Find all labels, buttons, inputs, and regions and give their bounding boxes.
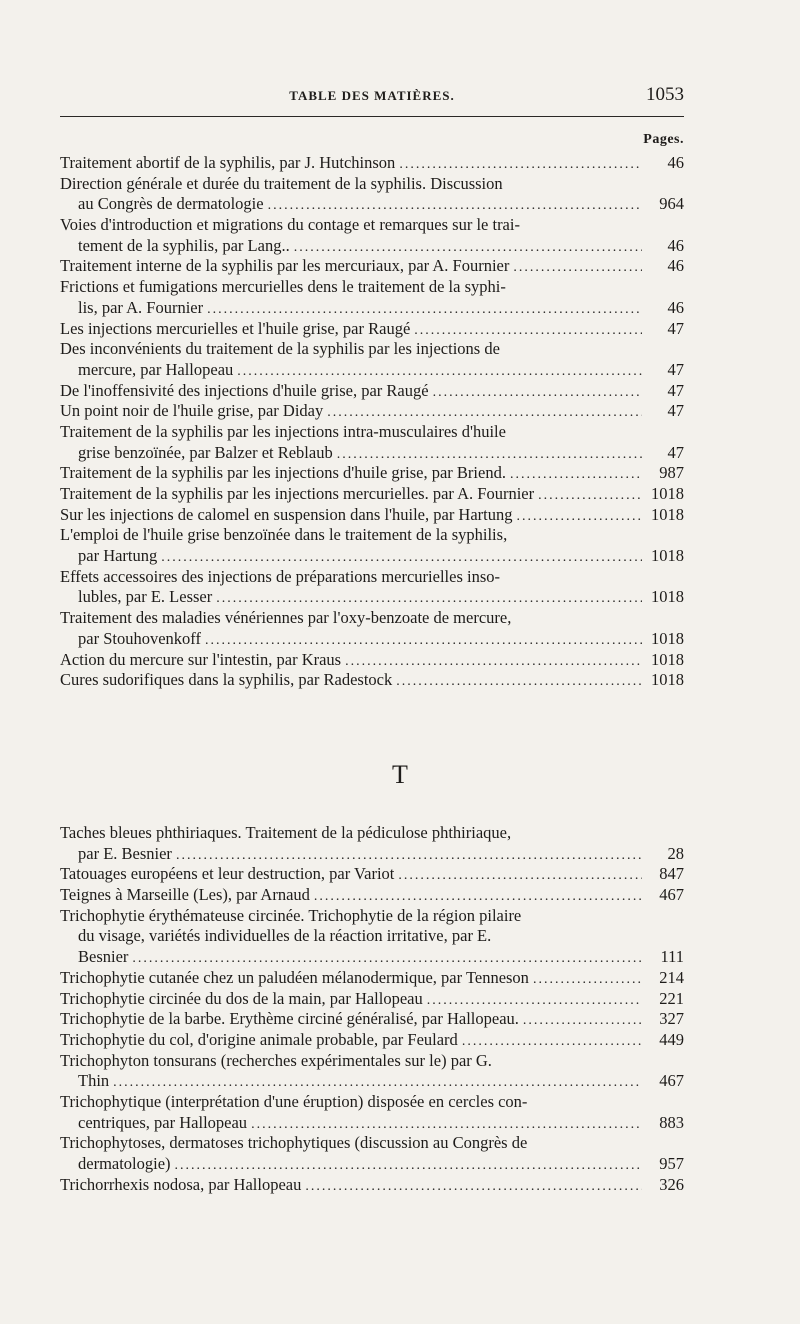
entry-text: lis, par A. Fournier: [78, 297, 204, 317]
entry-text: Un point noir de l'huile grise, par Diday: [60, 401, 324, 421]
entry-text: Traitement des maladies vénériennes par l'oxy-benzoate de mercure,: [60, 608, 512, 628]
entry-line: [60, 463, 684, 484]
entry-line: [60, 629, 684, 650]
dot-leader: [175, 1156, 642, 1177]
dot-leader: [427, 991, 642, 1012]
dot-leader: [216, 589, 642, 610]
header-rule: [60, 116, 684, 117]
entry-line: [60, 1092, 684, 1113]
entry-line: [60, 1051, 684, 1072]
entry-page-number: 47: [667, 318, 684, 338]
entry-page-number: 467: [659, 1071, 684, 1091]
entry-page-number: 46: [667, 235, 684, 255]
dot-leader: [538, 486, 642, 507]
entry-line: [60, 1071, 684, 1092]
dot-leader: [345, 652, 642, 673]
entry-line: [60, 215, 684, 236]
entry-text: dermatologie): [78, 1154, 171, 1173]
dot-leader: [237, 362, 642, 383]
dot-leader: [268, 196, 642, 217]
toc-entry: [60, 381, 684, 402]
dot-leader: [433, 383, 642, 404]
dot-leader: [414, 321, 642, 342]
entry-line: [60, 298, 684, 319]
entry-text: Frictions et fumigations mercurielles dens le traitement de la syphi-: [60, 277, 506, 297]
entry-text: Sur les injections de calomel en suspension dans l'huile, par Hartung: [60, 504, 513, 524]
entries-list-s: [60, 153, 684, 691]
entry-page-number: 28: [667, 843, 684, 863]
dot-leader: [327, 403, 642, 424]
toc-entry: [60, 215, 684, 256]
toc-entry: [60, 484, 684, 505]
dot-leader: [294, 238, 642, 259]
toc-entry: [60, 1051, 684, 1092]
entry-line: [60, 153, 684, 174]
entry-line: [60, 194, 684, 215]
section-letter: T: [392, 760, 408, 789]
entry-line: [60, 360, 684, 381]
entry-text: Direction générale et durée du traitement de la syphilis. Discussion: [60, 173, 503, 193]
entry-text: grise benzoïnée, par Balzer et Reblaub: [78, 442, 333, 462]
dot-leader: [113, 1073, 642, 1094]
entry-line: [60, 1113, 684, 1134]
entry-text: Traitement abortif de la syphilis, par J. Hutchinson: [60, 153, 396, 172]
toc-entry: [60, 670, 684, 691]
entry-line: [60, 1175, 684, 1196]
toc-entry: [60, 401, 684, 422]
entry-page-number: 46: [667, 297, 684, 317]
toc-entry: [60, 567, 684, 608]
toc-entry: [60, 864, 684, 885]
entry-page-number: 1018: [651, 628, 684, 648]
dot-leader: [314, 887, 642, 908]
entry-text: Effets accessoires des injections de préparations mercurielles inso-: [60, 566, 500, 586]
entries-list-t: [60, 823, 684, 1195]
entry-page-number: 327: [659, 1009, 684, 1029]
entry-line: [60, 381, 684, 402]
toc-entry: [60, 422, 684, 463]
entry-line: [60, 443, 684, 464]
entry-text: Traitement de la syphilis par les injections mercurielles. par A. Fournier: [60, 484, 535, 503]
entry-line: [60, 947, 684, 968]
toc-entry: [60, 650, 684, 671]
entry-line: [60, 422, 684, 443]
header-page-number: 1053: [646, 84, 684, 105]
entry-line: [60, 926, 684, 947]
toc-entry: [60, 505, 684, 526]
entry-line: [60, 823, 684, 844]
dot-leader: [161, 548, 642, 569]
entry-text: Trichorrhexis nodosa, par Hallopeau: [60, 1174, 302, 1194]
entry-page-number: 47: [667, 401, 684, 421]
entry-text: Trichophyton tonsurans (recherches expérimentales sur le) par G.: [60, 1050, 492, 1070]
toc-entry: [60, 277, 684, 318]
entry-line: [60, 1009, 684, 1030]
entry-text: Trichophytique (interprétation d'une éruption) disposée en cercles con-: [60, 1091, 528, 1111]
entry-page-number: 221: [659, 988, 684, 1008]
entry-line: [60, 525, 684, 546]
entry-text: Trichophytie cutanée chez un paludéen mélanodermique, par Tenneson: [60, 967, 529, 987]
entry-page-number: 47: [667, 380, 684, 400]
entry-page-number: 46: [667, 153, 684, 172]
toc-entry: [60, 339, 684, 380]
entry-page-number: 111: [660, 947, 684, 967]
entry-text: Trichophytoses, dermatoses trichophytiques (discussion au Congrès de: [60, 1133, 528, 1153]
entry-page-number: 449: [659, 1029, 684, 1049]
entry-page-number: 883: [659, 1112, 684, 1132]
entry-page-number: 1018: [651, 670, 684, 690]
toc-entry: [60, 174, 684, 215]
entry-page-number: 1018: [651, 546, 684, 566]
dot-leader: [517, 507, 642, 528]
toc-entry: [60, 1133, 684, 1174]
header-title: TABLE DES MATIÈRES.: [289, 88, 455, 103]
entry-line: [60, 844, 684, 865]
entry-text: lubles, par E. Lesser: [78, 587, 213, 607]
entry-text: Traitement de la syphilis par les injections intra-musculaires d'huile: [60, 421, 506, 441]
entry-line: [60, 567, 684, 588]
entry-line: [60, 1133, 684, 1154]
toc-entry: [60, 319, 684, 340]
entry-line: [60, 236, 684, 257]
entry-line: [60, 864, 684, 885]
toc-entry: [60, 1030, 684, 1051]
entry-page-number: 957: [659, 1154, 684, 1173]
entry-line: [60, 546, 684, 567]
entry-text: Traitement interne de la syphilis par les mercuriaux, par A. Fournier: [60, 256, 510, 276]
entry-page-number: 987: [659, 463, 684, 483]
dot-leader: [205, 631, 642, 652]
entry-text: Tatouages européens et leur destruction, par Variot: [60, 864, 395, 884]
toc-entry: [60, 968, 684, 989]
entry-line: [60, 670, 684, 691]
entry-text: Teignes à Marseille (Les), par Arnaud: [60, 885, 310, 905]
entry-text: Besnier: [78, 947, 129, 967]
entry-text: Cures sudorifiques dans la syphilis, par Radestock: [60, 670, 393, 690]
dot-leader: [398, 866, 642, 887]
dot-leader: [251, 1115, 642, 1136]
entry-text: Voies d'introduction et migrations du contage et remarques sur le trai-: [60, 215, 520, 235]
entry-line: [60, 339, 684, 360]
entry-line: [60, 505, 684, 526]
dot-leader: [176, 846, 642, 867]
entry-text: Trichophytie érythémateuse circinée. Trichophytie de la région pilaire: [60, 905, 522, 925]
entry-page-number: 47: [667, 442, 684, 462]
toc-entry: [60, 989, 684, 1010]
toc-entry: [60, 1009, 684, 1030]
dot-leader: [523, 1011, 642, 1032]
toc-entry: [60, 1175, 684, 1196]
dot-leader: [132, 949, 642, 970]
entry-text: Des inconvénients du traitement de la syphilis par les injections de: [60, 339, 500, 359]
entry-text: par Hartung: [78, 546, 158, 566]
toc-entry: [60, 525, 684, 566]
entry-line: [60, 587, 684, 608]
entry-page-number: 964: [659, 194, 684, 214]
dot-leader: [399, 155, 642, 176]
entry-page-number: 326: [659, 1174, 684, 1194]
running-header: [60, 84, 684, 106]
pages-column-label: Pages.: [643, 132, 684, 147]
entry-line: [60, 650, 684, 671]
dot-leader: [513, 258, 642, 279]
entry-text: Trichophytie du col, d'origine animale probable, par Feulard: [60, 1029, 458, 1049]
toc-entry: [60, 906, 684, 968]
toc-entry: [60, 1092, 684, 1133]
dot-leader: [510, 465, 642, 486]
dot-leader: [396, 672, 642, 693]
toc-entry: [60, 463, 684, 484]
entry-text: Action du mercure sur l'intestin, par Kraus: [60, 649, 342, 669]
entry-text: De l'inoffensivité des injections d'huile grise, par Raugé: [60, 380, 429, 400]
entry-page-number: 46: [667, 256, 684, 276]
entry-text: Les injections mercurielles et l'huile grise, par Raugé: [60, 318, 411, 338]
entry-line: [60, 608, 684, 629]
entry-page-number: 1018: [651, 484, 684, 503]
toc-entry: [60, 885, 684, 906]
toc-entry: [60, 823, 684, 864]
entry-text: Taches bleues phthiriaques. Traitement de la pédiculose phthiriaque,: [60, 823, 512, 842]
entry-text: Thin: [78, 1071, 110, 1091]
entry-page-number: 214: [659, 967, 684, 987]
entry-line: [60, 174, 684, 195]
entry-page-number: 467: [659, 885, 684, 905]
entry-page-number: 47: [667, 359, 684, 379]
entry-line: [60, 1030, 684, 1051]
dot-leader: [305, 1177, 642, 1198]
entry-text: centriques, par Hallopeau: [78, 1112, 248, 1132]
entry-text: Trichophytie de la barbe. Erythème circiné généralisé, par Hallopeau.: [60, 1009, 519, 1029]
entry-line: [60, 277, 684, 298]
dot-leader: [337, 445, 642, 466]
entry-text: par Stouhovenkoff: [78, 628, 201, 648]
dot-leader: [207, 300, 642, 321]
entry-line: [60, 256, 684, 277]
toc-entry: [60, 608, 684, 649]
entry-line: [60, 484, 684, 505]
entry-text: tement de la syphilis, par Lang..: [78, 235, 290, 255]
entry-page-number: 1018: [651, 504, 684, 524]
dot-leader: [462, 1032, 642, 1053]
entry-page-number: 1018: [651, 587, 684, 607]
entry-page-number: 847: [659, 864, 684, 884]
entry-line: [60, 906, 684, 927]
toc-entry: [60, 153, 684, 174]
dot-leader: [533, 970, 642, 991]
entry-page-number: 1018: [651, 649, 684, 669]
entry-text: L'emploi de l'huile grise benzoïnée dans le traitement de la syphilis,: [60, 525, 508, 545]
entry-text: du visage, variétés individuelles de la réaction irritative, par E.: [78, 926, 492, 946]
entry-line: [60, 885, 684, 906]
entry-line: [60, 989, 684, 1010]
entry-text: par E. Besnier: [78, 843, 172, 863]
entry-line: [60, 1154, 684, 1175]
entry-line: [60, 401, 684, 422]
toc-entry: [60, 256, 684, 277]
entry-line: [60, 968, 684, 989]
entry-text: au Congrès de dermatologie: [78, 194, 264, 214]
entry-text: Trichophytie circinée du dos de la main, par Hallopeau: [60, 988, 423, 1008]
entry-text: mercure, par Hallopeau: [78, 359, 234, 379]
entry-text: Traitement de la syphilis par les injections d'huile grise, par Briend.: [60, 463, 506, 483]
entry-line: [60, 319, 684, 340]
